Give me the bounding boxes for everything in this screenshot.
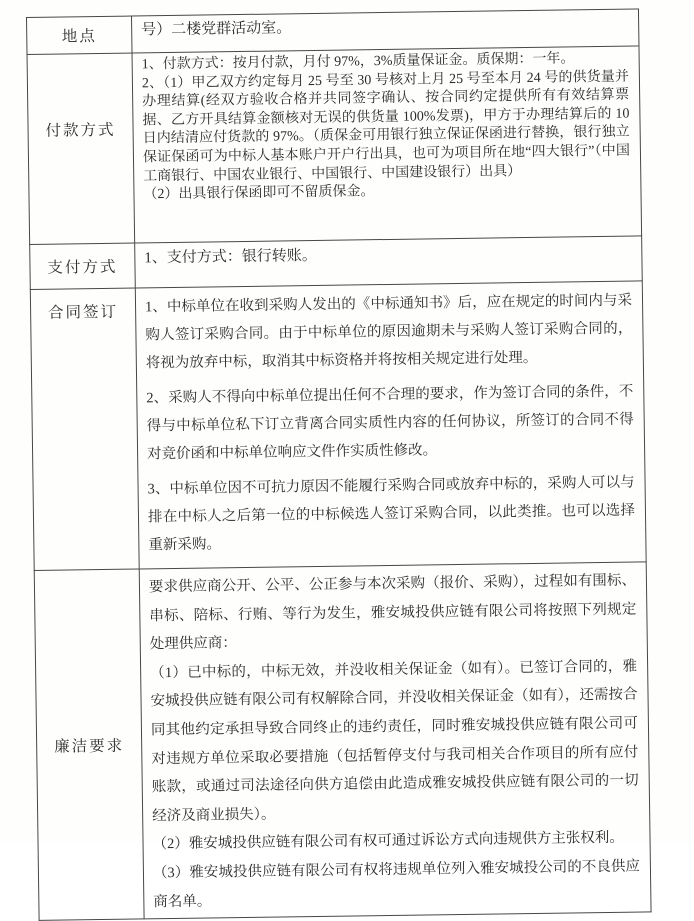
paragraph: 2、采购人不得向中标单位提出任何不合理的要求，作为签订合同的条件，不得与中标单位私下订立背离合同实质性内容的任何协议，所签订的合同不得对竞价函和中标单位响应文件作实质性修改。: [146, 383, 634, 463]
row-label-integrity-requirements: 廉洁要求: [34, 569, 144, 921]
paragraph: 1、支付方式：银行转账。: [144, 247, 317, 267]
table-row-integrity-requirements: [34, 562, 651, 921]
paragraph: 要求供应商公开、公平、公正参与本次采购（报价、采购），过程如有围标、串标、陪标、行贿、等行为发生，雅安城投供应链有限公司将按照下列规定处理供应商：: [148, 572, 637, 653]
paragraph: （2）出具银行保函即可不留质保金。: [143, 184, 375, 203]
paragraph: 1、中标单位在收到采购人发出的《中标通知书》后，应在规定的时间内与采购人签订采购合同。由于中标单位的原因逾期未与采购人签订采购合同的，将视为放弃中标，取消其中标资格并将按相关规定进行处理。: [144, 292, 633, 372]
paragraph: （1）已中标的，中标无效，并没收相关保证金（如有）。已签订合同的，雅安城投供应链有限公司有权解除合同，并没收相关保证金（如有），还需按合同其他约定承担导致合同终止的违约责任，同时雅安城投供应链有限公司可对违规方单位采取必要措施（包括暂停支付与我司相关合作项目的所有应付账款，或通过司法途径向供方追偿由此造成雅安城投供应链有限公司的一切经济及商业损失）。: [150, 658, 639, 825]
paragraph: 号）二楼党群活动室。: [141, 20, 292, 39]
row-label-payment-terms: 付款方式: [27, 53, 135, 244]
row-label-payment-method: 支付方式: [30, 243, 136, 289]
paragraph: （2）雅安城投供应链有限公司有权可通过诉讼方式向违规供方主张权利。: [152, 830, 624, 853]
row-content-contract-signing: [135, 281, 646, 569]
paragraph: 2、（1）甲乙双方约定每月 25 号至 30 号核对上月 25 号至本月 24 号的供货量并办理结算(经双方验收合格并共同签字确认、按合同约定提供所有有效结算票据、乙方开具结算金额核对无误的供货量 100%发票)，甲方于办理结算后的 10 日内结清应付货款的 97%。（质保金可用银行独立保证保函进行替换，银行独立保证保函可为中标人基本账户开户行出具，也可为项目所在地“四大银行”（中国工商银行、中国农业银行、中国银行、中国建设银行）出具）: [141, 69, 631, 184]
row-content-payment-method: [135, 236, 643, 288]
table-row-contract-signing: [30, 281, 646, 571]
row-label-contract-signing: 合同签订: [30, 288, 139, 570]
contract-terms-table: [26, 8, 652, 921]
paragraph: （3）雅安城投供应链有限公司有权将违规单位列入雅安城投公司的不良供应商名单。: [152, 858, 641, 910]
paragraph: 3、中标单位因不可抗力原因不能履行采购合同或放弃中标的，采购人可以与排在中标人之后第一位的中标候选人签订采购合同，以此类推。也可以选择重新采购。: [147, 474, 636, 554]
paragraph: 1、付款方式：按月付款，月付 97%，3%质量保证金。质保期：一年。: [141, 51, 575, 73]
row-content-payment-terms: [132, 46, 642, 243]
row-content-integrity-requirements: [139, 562, 651, 919]
table-row-payment-terms: [27, 46, 642, 245]
row-label-location: 地点: [27, 16, 133, 54]
